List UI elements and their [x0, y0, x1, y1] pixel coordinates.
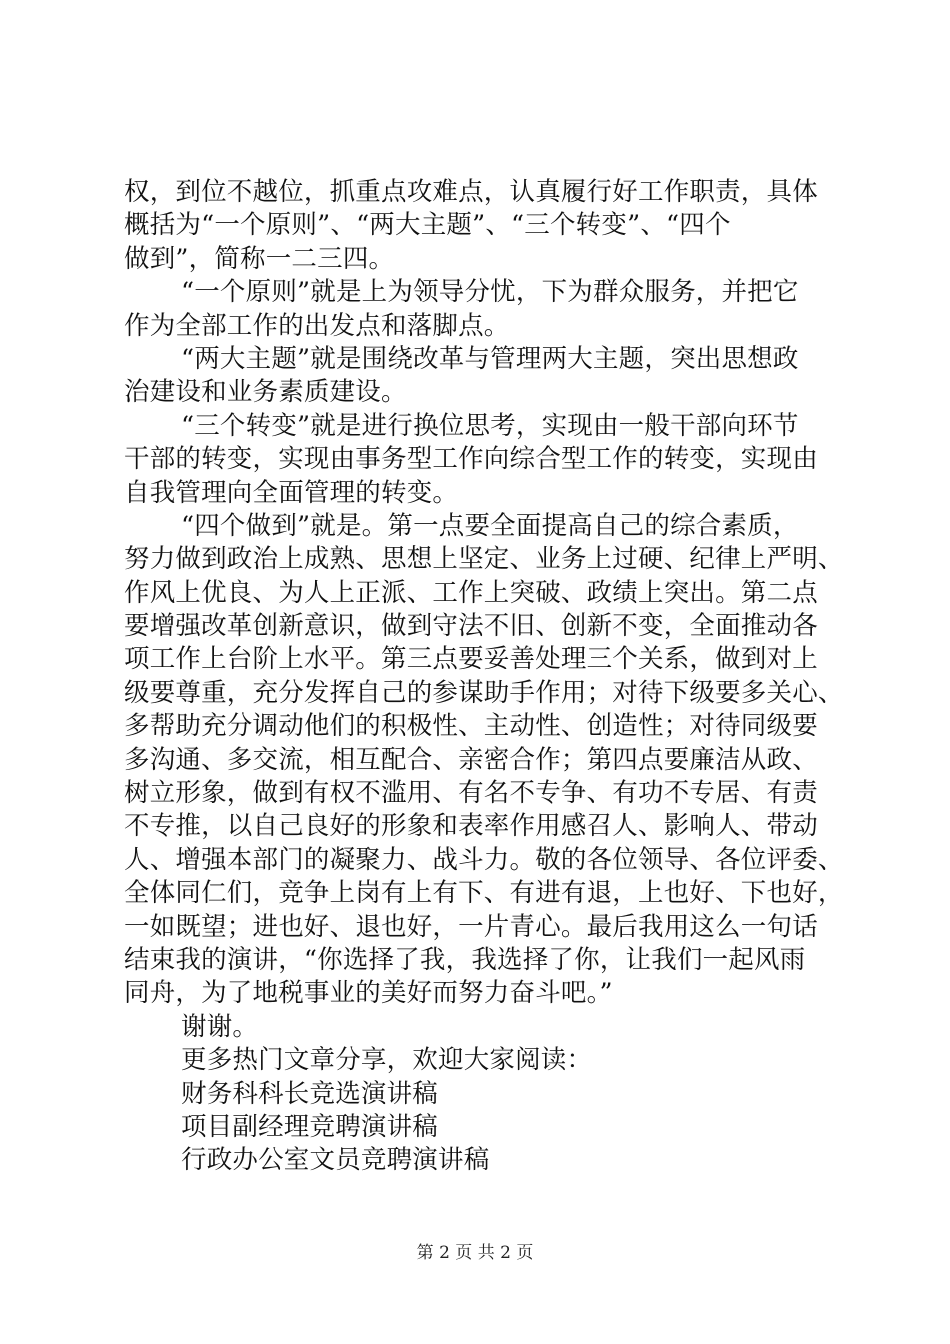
- text-line: 努力做到政治上成熟、思想上坚定、业务上过硬、纪律上严明、: [124, 544, 844, 575]
- text-line: 做到”，简称一二三四。: [124, 243, 395, 274]
- related-article-link[interactable]: 行政办公室文员竞聘演讲稿: [181, 1145, 490, 1176]
- text-line: 多帮助充分调动他们的积极性、主动性、创造性；对待同级要: [124, 711, 818, 742]
- text-line: 自我管理向全面管理的转变。: [124, 477, 459, 508]
- text-line: “一个原则”就是上为领导分忧，下为群众服务，并把它: [181, 277, 799, 308]
- text-line: 树立形象，做到有权不滥用、有名不专争、有功不专居、有责: [124, 778, 818, 809]
- text-line: 作风上优良、为人上正派、工作上突破、政绩上突出。第二点: [124, 577, 818, 608]
- text-line: “四个做到”就是。第一点要全面提高自己的综合素质，: [181, 510, 799, 541]
- text-line: 级要尊重，充分发挥自己的参谋助手作用；对待下级要多关心、: [124, 677, 844, 708]
- text-line: 作为全部工作的出发点和落脚点。: [124, 310, 510, 341]
- text-line: 干部的转变，实现由事务型工作向综合型工作的转变，实现由: [124, 444, 818, 475]
- text-line: “两大主题”就是围绕改革与管理两大主题，突出思想政: [181, 343, 799, 374]
- text-line: 一如既望；进也好、退也好，一片青心。最后我用这么一句话: [124, 911, 818, 942]
- text-line: 多沟通、多交流，相互配合、亲密合作；第四点要廉洁从政、: [124, 744, 818, 775]
- text-line: 同舟，为了地税事业的美好而努力奋斗吧。”: [124, 978, 613, 1009]
- text-line: 人、增强本部门的凝聚力、战斗力。敬的各位领导、各位评委、: [124, 844, 844, 875]
- text-line: 全体同仁们，竞争上岗有上有下、有进有退，上也好、下也好，: [124, 878, 844, 909]
- text-line: 概括为“一个原则”、“两大主题”、“三个转变”、“四个: [124, 210, 731, 241]
- page-number-footer: 第 2 页 共 2 页: [416, 1243, 534, 1263]
- related-articles-heading: 更多热门文章分享，欢迎大家阅读：: [181, 1045, 593, 1076]
- related-article-link[interactable]: 财务科科长竞选演讲稿: [181, 1078, 439, 1109]
- text-line: 不专推，以自己良好的形象和表率作用感召人、影响人、带动: [124, 811, 818, 842]
- closing-thanks: 谢谢。: [181, 1011, 259, 1042]
- related-article-link[interactable]: 项目副经理竞聘演讲稿: [181, 1111, 439, 1142]
- text-line: 结束我的演讲，“你选择了我，我选择了你，让我们一起风雨: [124, 944, 806, 975]
- text-line: 权，到位不越位，抓重点攻难点，认真履行好工作职责，具体: [124, 177, 818, 207]
- text-line: 项工作上台阶上水平。第三点要妥善处理三个关系，做到对上: [124, 644, 818, 675]
- document-body: [124, 176, 844, 1178]
- text-line: 治建设和业务素质建设。: [124, 377, 407, 408]
- text-line: “三个转变”就是进行换位思考，实现由一般干部向环节: [181, 410, 799, 441]
- text-line: 要增强改革创新意识，做到守法不旧、创新不变，全面推动各: [124, 611, 818, 642]
